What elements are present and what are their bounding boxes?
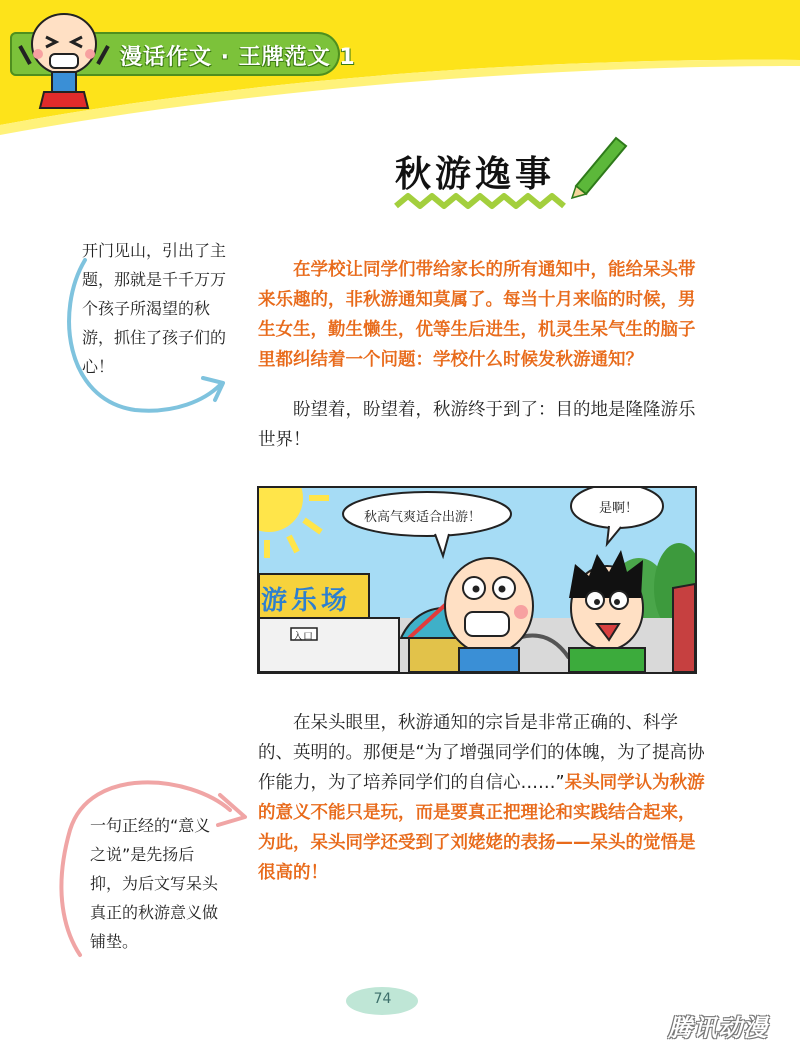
entrance-sign: 入口 — [293, 632, 313, 643]
paragraph-3 — [258, 708, 708, 888]
paragraph-3-highlight: 呆头同学认为秋游的意义不能只是玩，而是要真正把理论和实践结合起来，为此，呆头同学还受到了刘姥姥的表扬——呆头的觉悟是很高的！ — [258, 773, 705, 883]
page-number: 74 — [373, 991, 392, 1007]
pencil-icon — [572, 138, 626, 198]
margin-note-2: 一句正经的“意义之说”是先扬后抑，为后文写呆头真正的秋游意义做铺垫。 — [90, 816, 219, 951]
series-title: 漫话作文 · 王牌范文 1 — [120, 45, 356, 70]
mascot-icon — [16, 4, 112, 114]
comic-panel — [257, 486, 697, 674]
paragraph-3-normal: 在呆头眼里，秋游通知的宗旨是非常正确的、科学的、英明的。那便是“为了增强同学们的体魄，为了提高协作能力，为了培养同学们的自信心……” — [258, 713, 705, 793]
boy-character-1 — [445, 558, 533, 672]
amusement-park-sign: 游乐场 — [261, 586, 352, 616]
paragraph-1: 在学校让同学们带给家长的所有通知中，能给呆头带来乐趣的，非秋游通知莫属了。每当十月来临的时候，男生女生，勤生懒生，优等生后进生，机灵生呆气生的脑子里都纠结着一个问题：学校什么时候发秋游通知？ — [258, 260, 696, 370]
speech-bubble-left: 秋高气爽适合出游！ — [364, 510, 482, 525]
paragraph-2: 盼望着，盼望着，秋游终于到了：目的地是隆隆游乐世界！ — [258, 400, 696, 450]
margin-note-1: 开门见山，引出了主题，那就是千千万万个孩子所渴望的秋游，抓住了孩子们的心！ — [82, 241, 227, 376]
speech-bubble-right: 是啊！ — [599, 501, 639, 516]
article-title: 秋游逸事 — [395, 153, 556, 195]
watermark: 腾讯动漫 — [668, 1014, 768, 1042]
